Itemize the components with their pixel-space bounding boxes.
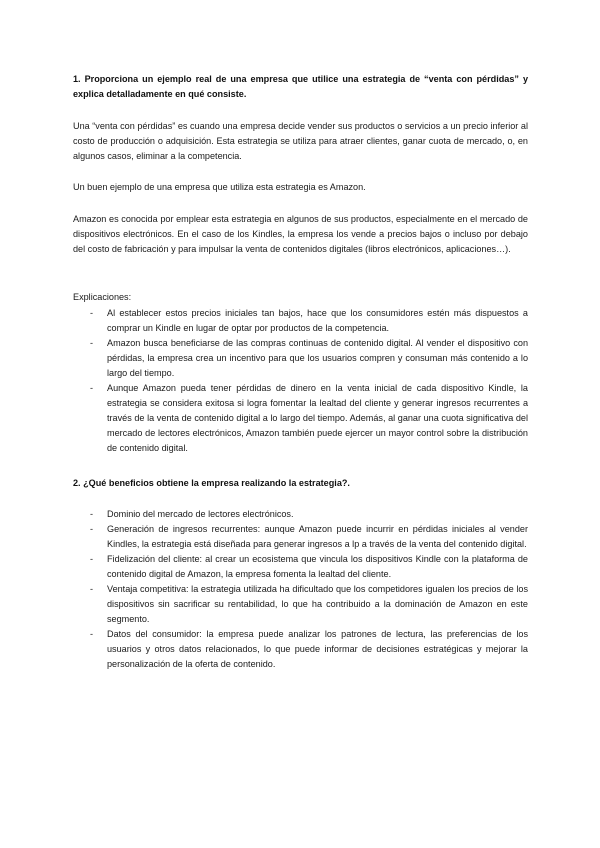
list-item: - Ventaja competitiva: la estrategia utilizada ha dificultado que los competidores igualen los precios de los dispositivos sin sacrificar su rentabilidad, lo que ha contribuido a la dominación de Amazon en este segmento. <box>73 582 528 627</box>
list-item: - Fidelización del cliente: al crear un ecosistema que vincula los dispositivos Kindle con la plataforma de contenido digital de Amazon, la empresa fomenta la lealtad del cliente. <box>73 552 528 582</box>
list-item: - Amazon busca beneficiarse de las compras continuas de contenido digital. Al vender el dispositivo con pérdidas, la empresa crea un incentivo para que los usuarios compren y consuman más contenido a lo largo del tiempo. <box>73 336 528 381</box>
question-2-title: ¿Qué beneficios obtiene la empresa realizando la estrategia?. <box>83 478 350 488</box>
question-1-title: Proporciona un ejemplo real de una empresa que utilice una estrategia de “venta con pérdidas” y explica detalladamente en qué consiste. <box>73 74 529 99</box>
explanations-label: Explicaciones: <box>73 292 132 302</box>
example-paragraph: Un buen ejemplo de una empresa que utiliza esta estrategia es Amazon. <box>73 182 366 192</box>
benefits-list <box>73 507 528 672</box>
list-item: - Datos del consumidor: la empresa puede analizar los patrones de lectura, las preferencias de los usuarios y otros datos relacionados, lo que puede informar de decisiones estratégicas y mejorar la personalización de la oferta de contenido. <box>73 627 528 672</box>
question-1-heading <box>73 72 528 102</box>
list-item: - Aunque Amazon pueda tener pérdidas de dinero en la venta inicial de cada dispositivo Kindle, la estrategia se considera exitosa si logra fomentar la lealtad del cliente y generar ingresos recurrentes a través de la venta de contenido digital a lo largo del tiempo. Además, al ganar una cuota significativa del mercado de lectores electrónicos, Amazon también puede ejercer un mayor control sobre la distribución de contenido digital. <box>73 381 528 456</box>
list-item: - Dominio del mercado de lectores electrónicos. <box>73 507 528 522</box>
question-2-number: 2. <box>73 478 81 488</box>
list-item: - Generación de ingresos recurrentes: aunque Amazon puede incurrir en pérdidas iniciales al vender Kindles, la estrategia está diseñada para generar ingresos a lp a través de la venta del contenido digital. <box>73 522 528 552</box>
explanations-list <box>73 306 528 456</box>
question-2-heading <box>73 476 528 491</box>
definition-paragraph: Una “venta con pérdidas” es cuando una empresa decide vender sus productos o servicios a un precio inferior al costo de producción o adquisición. Esta estrategia se utiliza para atraer clientes, ganar cuota de mercado, o, en algunos casos, eliminar a la competencia. <box>73 121 528 161</box>
list-item: - Al establecer estos precios iniciales tan bajos, hace que los consumidores estén más dispuestos a comprar un Kindle en lugar de optar por productos de la competencia. <box>73 306 528 336</box>
question-1-number: 1. <box>73 74 81 84</box>
amazon-paragraph: Amazon es conocida por emplear esta estrategia en algunos de sus productos, especialmente en el mercado de dispositivos electrónicos. En el caso de los Kindles, la empresa los vende a precios bajos o incluso por debajo del costo de fabricación y para impulsar la venta de contenidos digitales (libros electrónicos, aplicaciones…). <box>73 214 528 254</box>
